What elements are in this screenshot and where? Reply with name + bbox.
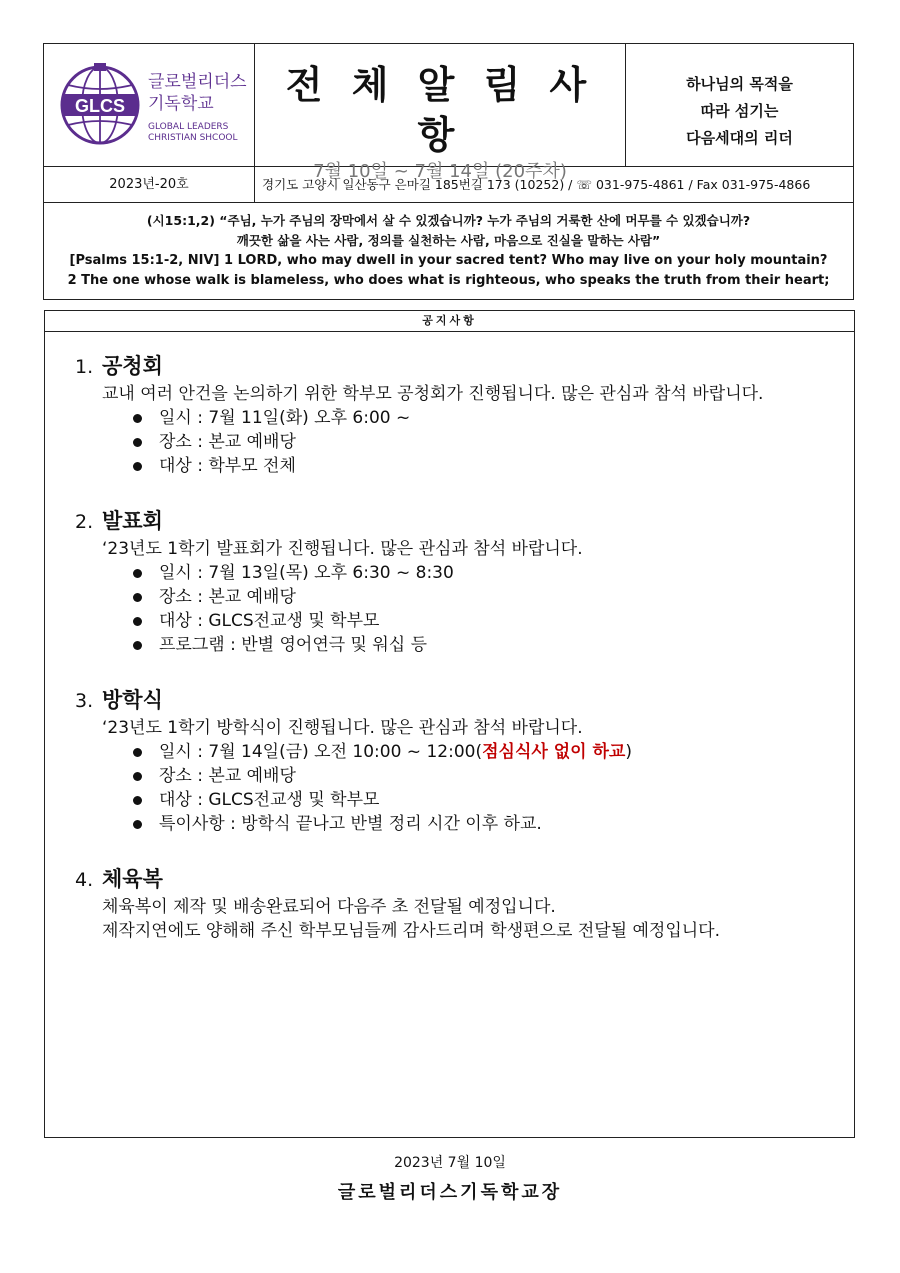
notice-section-2 bbox=[75, 506, 845, 657]
section-description-line1: 체육복이 제작 및 배송완료되어 다음주 초 전달될 예정입니다. bbox=[102, 897, 556, 917]
motto-cell bbox=[626, 44, 853, 166]
bullet-icon bbox=[133, 641, 142, 650]
header-top-row bbox=[44, 44, 853, 182]
verse-en-line2: 2 The one whose walk is blameless, who does what is righteous, who speaks the truth from their heart; bbox=[67, 273, 830, 288]
list-item-text: 장소 : 본교 예배당 bbox=[159, 766, 296, 786]
list-item-text: 특이사항 : 방학식 끝나고 반별 정리 시간 이후 하교. bbox=[159, 814, 542, 834]
section-title bbox=[75, 685, 845, 716]
list-item bbox=[133, 609, 845, 633]
list-item bbox=[133, 561, 845, 585]
section-description-line2: 제작지연에도 양해해 주신 학부모님들께 감사드리며 학생편으로 전달될 예정입니다. bbox=[102, 921, 720, 941]
school-logo-cell bbox=[44, 44, 255, 166]
list-item bbox=[133, 406, 845, 430]
section-description: 교내 여러 안건을 논의하기 위한 학부모 공청회가 진행됩니다. 많은 관심과 참석 바랍니다. bbox=[102, 384, 764, 404]
notice-section-1 bbox=[75, 351, 845, 478]
section-name: 발표회 bbox=[102, 509, 163, 533]
section-title bbox=[75, 506, 845, 537]
list-item-text: 대상 : 학부모 전체 bbox=[159, 456, 296, 476]
school-name-ko bbox=[148, 71, 247, 115]
week-range: 7월 10일 ~ 7월 14일 (20주차) bbox=[313, 161, 567, 182]
logo-initials: GLCS bbox=[74, 96, 126, 116]
list-item-text: 일시 : 7월 11일(화) 오후 6:00 ~ bbox=[159, 408, 411, 428]
section-bullets bbox=[75, 740, 845, 836]
school-name-en bbox=[148, 122, 238, 144]
section-name: 공청회 bbox=[102, 354, 163, 378]
list-item bbox=[133, 812, 845, 836]
school-name-en-line1: GLOBAL LEADERS bbox=[148, 122, 229, 132]
school-logo-icon bbox=[58, 63, 142, 147]
school-motto bbox=[626, 71, 853, 152]
issue-number: 2023년-20호 bbox=[44, 167, 255, 202]
notice-heading: 공지사항 bbox=[45, 311, 854, 332]
list-item bbox=[133, 585, 845, 609]
bullet-icon bbox=[133, 414, 142, 423]
section-bullets bbox=[75, 561, 845, 657]
school-name-en-line2: CHRISTIAN SHCOOL bbox=[148, 133, 238, 143]
list-item-text: 장소 : 본교 예배당 bbox=[159, 432, 296, 452]
section-number: 2. bbox=[75, 511, 94, 533]
school-name-ko-line2: 기독학교 bbox=[148, 94, 214, 114]
bullet-icon bbox=[133, 772, 142, 781]
list-item-text: 대상 : GLCS전교생 및 학부모 bbox=[159, 611, 380, 631]
no-lunch-highlight: 점심식사 없이 하교 bbox=[482, 742, 626, 762]
list-item-text: 일시 : 7월 14일(금) 오전 10:00 ~ 12:00( bbox=[159, 742, 483, 762]
section-name: 방학식 bbox=[102, 688, 163, 712]
list-item bbox=[133, 633, 845, 657]
list-item-text-suffix: ) bbox=[625, 742, 632, 762]
notice-section-3 bbox=[75, 685, 845, 836]
section-bullets bbox=[75, 406, 845, 478]
list-item bbox=[133, 740, 845, 764]
bullet-icon bbox=[133, 593, 142, 602]
principal-signature: 글로벌리더스기독학교장 bbox=[337, 1182, 563, 1203]
motto-line3: 다음세대의 리더 bbox=[686, 129, 793, 147]
section-number: 3. bbox=[75, 690, 94, 712]
bullet-icon bbox=[133, 617, 142, 626]
bullet-icon bbox=[133, 796, 142, 805]
list-item-text: 장소 : 본교 예배당 bbox=[159, 587, 296, 607]
bullet-icon bbox=[133, 438, 142, 447]
bullet-icon bbox=[133, 462, 142, 471]
verse-en-line1: [Psalms 15:1-2, NIV] 1 LORD, who may dwell in your sacred tent? Who may live on your holy mountain? bbox=[69, 253, 828, 268]
motto-line2: 따라 섬기는 bbox=[700, 102, 779, 120]
issue-date: 2023년 7월 10일 bbox=[394, 1155, 506, 1171]
list-item bbox=[133, 454, 845, 478]
newsletter-header bbox=[43, 43, 854, 300]
bullet-icon bbox=[133, 569, 142, 578]
section-description: ‘23년도 1학기 방학식이 진행됩니다. 많은 관심과 참석 바랍니다. bbox=[102, 718, 583, 738]
school-name-ko-line1: 글로벌리더스 bbox=[148, 72, 247, 92]
list-item-text: 프로그램 : 반별 영어연극 및 워십 등 bbox=[159, 635, 428, 655]
page-title: 전 체 알 림 사 항 bbox=[285, 63, 595, 157]
section-description: ‘23년도 1학기 발표회가 진행됩니다. 많은 관심과 참석 바랍니다. bbox=[102, 539, 583, 559]
section-name: 체육복 bbox=[102, 867, 163, 891]
notice-content bbox=[75, 351, 845, 971]
list-item-text: 일시 : 7월 13일(목) 오후 6:30 ~ 8:30 bbox=[159, 563, 454, 583]
list-item bbox=[133, 788, 845, 812]
section-number: 4. bbox=[75, 869, 94, 891]
list-item bbox=[133, 430, 845, 454]
title-cell bbox=[255, 44, 626, 182]
bullet-icon bbox=[133, 820, 142, 829]
notice-section-4 bbox=[75, 864, 845, 943]
header-info-row bbox=[44, 167, 853, 203]
section-title bbox=[75, 351, 845, 382]
section-title bbox=[75, 864, 845, 895]
list-item bbox=[133, 764, 845, 788]
bullet-icon bbox=[133, 748, 142, 757]
list-item-text: 대상 : GLCS전교생 및 학부모 bbox=[159, 790, 380, 810]
school-address: 경기도 고양시 일산동구 은마길 185번길 173 (10252) / ☏ 031-975-4861 / Fax 031-975-4866 bbox=[262, 177, 811, 192]
verse-ko-line2: 깨끗한 삶을 사는 사람, 정의를 실천하는 사람, 마음으로 진실을 말하는 사람” bbox=[236, 233, 661, 248]
verse-ko-line1: (시15:1,2) “주님, 누가 주님의 장막에서 살 수 있겠습니까? 누가 주님의 거룩한 산에 머무를 수 있겠습니까? bbox=[146, 213, 751, 228]
notice-box bbox=[44, 310, 855, 1138]
bible-verse bbox=[44, 203, 853, 299]
section-number: 1. bbox=[75, 356, 94, 378]
motto-line1: 하나님의 목적을 bbox=[686, 75, 793, 93]
